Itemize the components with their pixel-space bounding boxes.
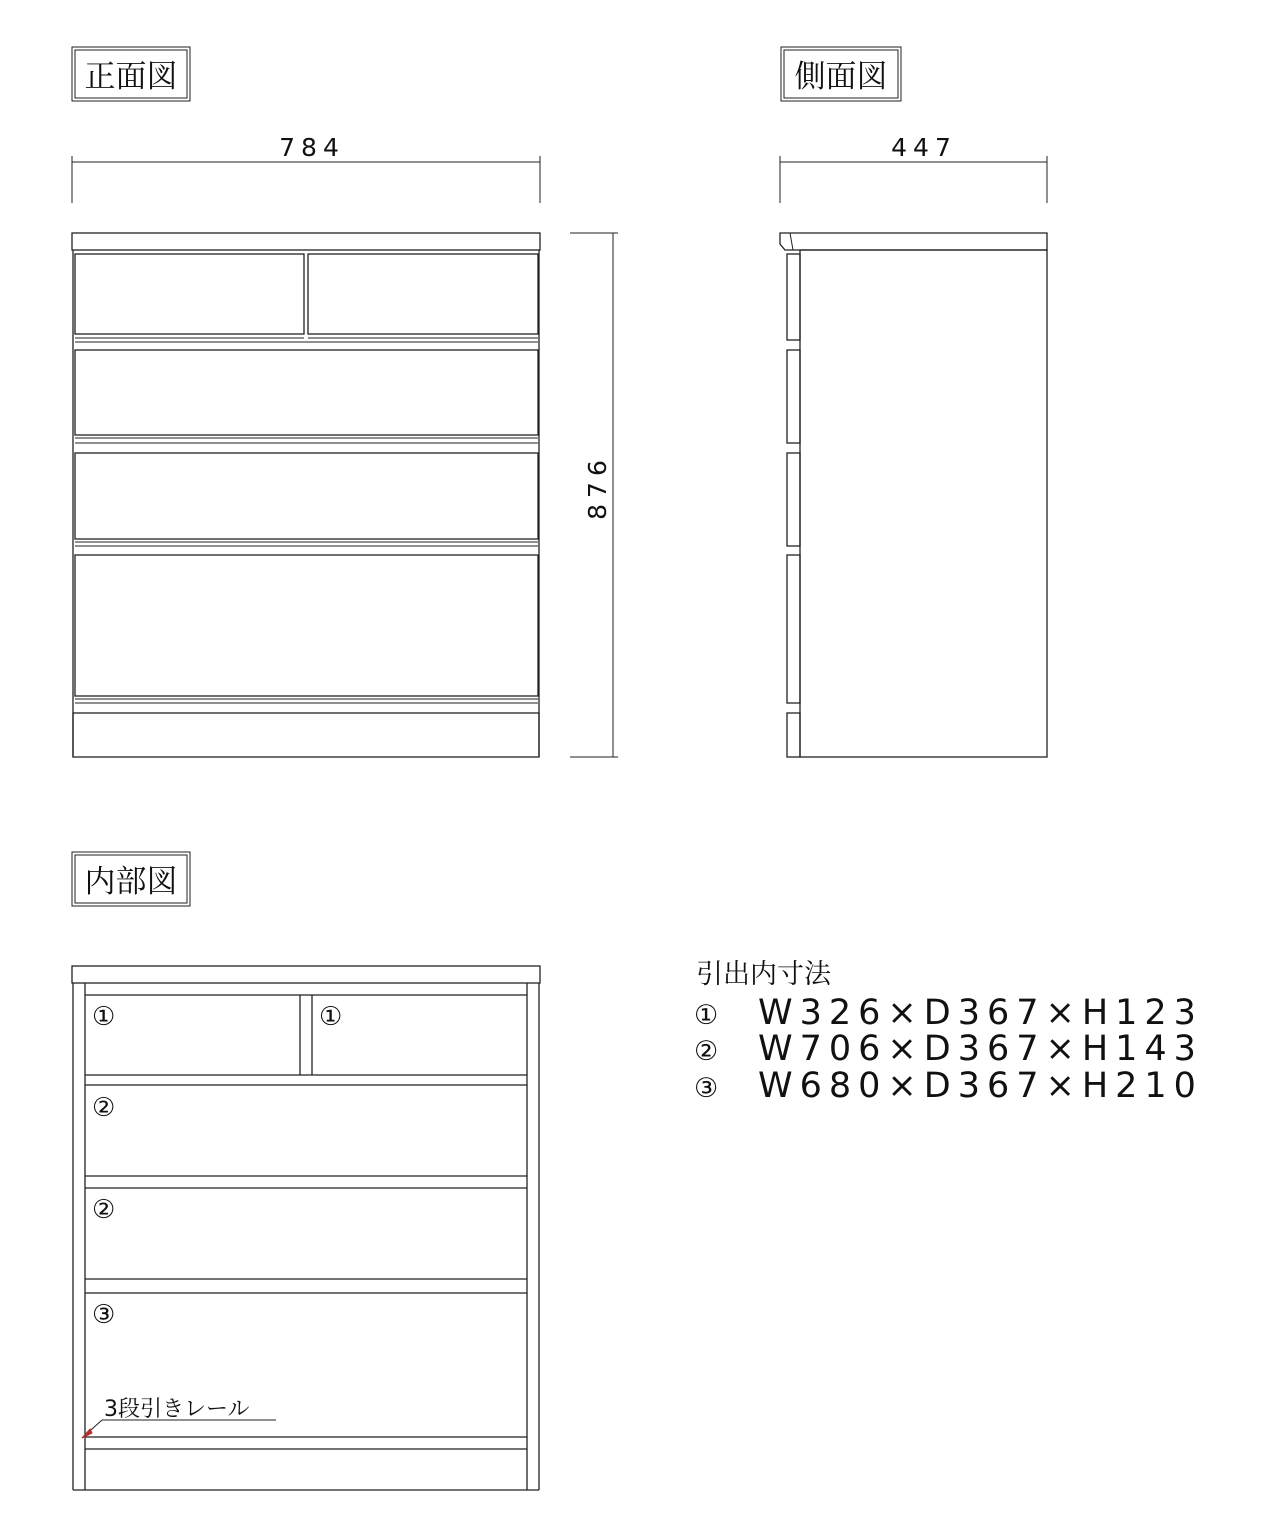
front-view [72,47,618,757]
front-height-dimension [570,233,618,757]
interior-marker-medium-upper: ② [92,1093,116,1123]
front-title-box [72,47,190,101]
height-label: 876 [583,454,612,520]
interior-marker-large: ③ [92,1300,116,1330]
interior-cabinet [72,966,540,1490]
spec-row-3-marker: ③ [694,1073,719,1104]
side-title: 側面図 [794,59,888,95]
spec-row-2-marker: ② [694,1036,719,1067]
rail-note-text: 3段引きレール [104,1397,250,1422]
side-drawer-fronts [787,254,800,757]
side-view [780,47,1047,757]
side-title-box [781,47,901,101]
front-drawer-medium-upper [75,350,538,438]
interior-title-box [72,852,190,906]
side-depth-label: 447 [891,133,957,162]
front-cabinet [72,233,540,757]
side-depth-dimension [780,133,1047,203]
front-drawer-medium-lower [75,453,538,542]
spec-row-1-marker: ① [694,1000,719,1031]
spec-row-1-value: W326×D367×H123 [758,993,1203,1033]
front-drawer-small-right [308,254,538,338]
side-cabinet [780,233,1047,757]
interior-view [72,852,540,1490]
front-width-dimension [72,133,540,203]
front-drawer-small-left [75,254,304,338]
interior-title: 内部図 [84,864,178,900]
front-plinth [73,713,539,757]
front-title: 正面図 [84,59,178,95]
drawer-interior-dimensions [694,959,1203,1106]
interior-marker-small-left: ① [92,1002,116,1032]
spec-heading: 引出内寸法 [696,959,831,990]
front-drawer-large [75,555,538,699]
spec-row-3-value: W680×D367×H210 [758,1066,1203,1106]
spec-row-2-value: W706×D367×H143 [758,1029,1203,1069]
interior-marker-medium-lower: ② [92,1195,116,1225]
interior-marker-small-right: ① [319,1002,343,1032]
rail-note [82,1397,276,1438]
front-width-label: 784 [279,133,345,162]
